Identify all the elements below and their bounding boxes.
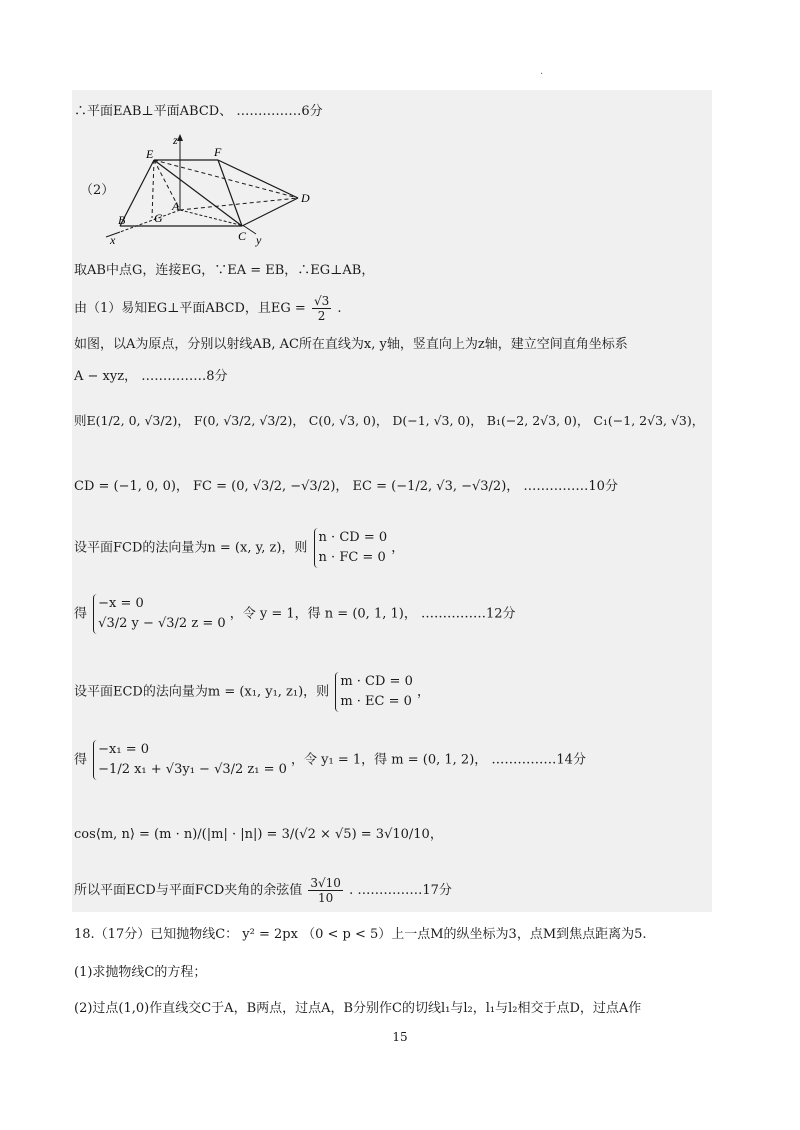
line-4: 由（1）易知EG⊥平面ABCD，且EG = $\frac{√3}{2}$ . <box>74 294 342 323</box>
line-6: A − xyz， ……………8分 <box>74 369 228 384</box>
y-axis <box>180 210 244 226</box>
line-8-vectors: CD = (−1, 0, 0)， FC = (0, √3/2, −√3/2)， EC = (−1/2, √3, −√3/2)， ……………10分 <box>74 479 618 494</box>
question-18: 18.（17分）已知抛物线C： y² = 2px （0 < p < 5）上一点M的纵坐标为3，点M到焦点距离为5. <box>74 927 647 942</box>
geometry-figure <box>84 130 324 250</box>
question-18-part-2: (2)过点(1,0)作直线交C于A，B两点，过点A，B分别作C的切线l₁与l₂，l₁与l₂相交于点D，过点A作 <box>74 1001 642 1016</box>
label-F: F <box>214 145 222 159</box>
label-G: G <box>154 211 163 225</box>
label-B: B <box>118 213 126 227</box>
label-C: C <box>238 229 247 243</box>
x-axis <box>120 210 180 232</box>
line-9: 设平面FCD的法向量为n = (x, y, z)，则 n · CD = 0 n · FC = 0 ， <box>74 528 404 568</box>
line-12: 得 −x₁ = 0 −1/2 x₁ + √3y₁ − √3/2 z₁ = 0 ，令 y₁ = 1，得 m = (0, 1, 2)， ……………14分 <box>74 740 586 780</box>
part-2-label: （2） <box>80 183 115 198</box>
label-E: E <box>146 147 154 161</box>
line-11: 设平面ECD的法向量为m = (x₁, y₁, z₁)，则 m · CD = 0 m · EC = 0 ， <box>74 672 430 712</box>
label-z: z <box>173 133 178 147</box>
question-18-part-1: (1)求抛物线C的方程； <box>74 965 207 980</box>
label-A: A <box>172 199 180 213</box>
label-x: x <box>110 233 116 247</box>
label-D: D <box>301 191 310 205</box>
line-7-coordinates: 则E(1/2, 0, √3/2)， F(0, √3/2, √3/2)， C(0, √3, 0)， D(−1, √3, 0)， B₁(−2, 2√3, 0)， C₁(−1, 2√3, √3)， <box>74 413 705 428</box>
header-mark: . <box>540 66 544 77</box>
page-number: 15 <box>392 1030 408 1044</box>
line-10: 得 −x = 0 √3/2 y − √3/2 z = 0 ，令 y = 1，得 n = (0, 1, 1)， ……………12分 <box>74 594 516 634</box>
line-14: 所以平面ECD与平面FCD夹角的余弦值 $\frac{3√10}{10}$ . ……………17分 <box>74 876 452 905</box>
label-y: y <box>256 233 262 247</box>
line-1: ∴平面EAB⊥平面ABCD、 ……………6分 <box>74 104 323 119</box>
line-5: 如图，以A为原点，分别以射线AB, AC所在直线为x, y轴，竖直向上为z轴，建立空间直角坐标系 <box>74 337 628 352</box>
line-3: 取AB中点G，连接EG，∵EA = EB，∴EG⊥AB， <box>74 263 375 278</box>
line-13-cosine: cos⟨m, n⟩ = (m · n)/(|m| · |n|) = 3/(√2 × √5) = 3√10/10， <box>74 827 443 842</box>
